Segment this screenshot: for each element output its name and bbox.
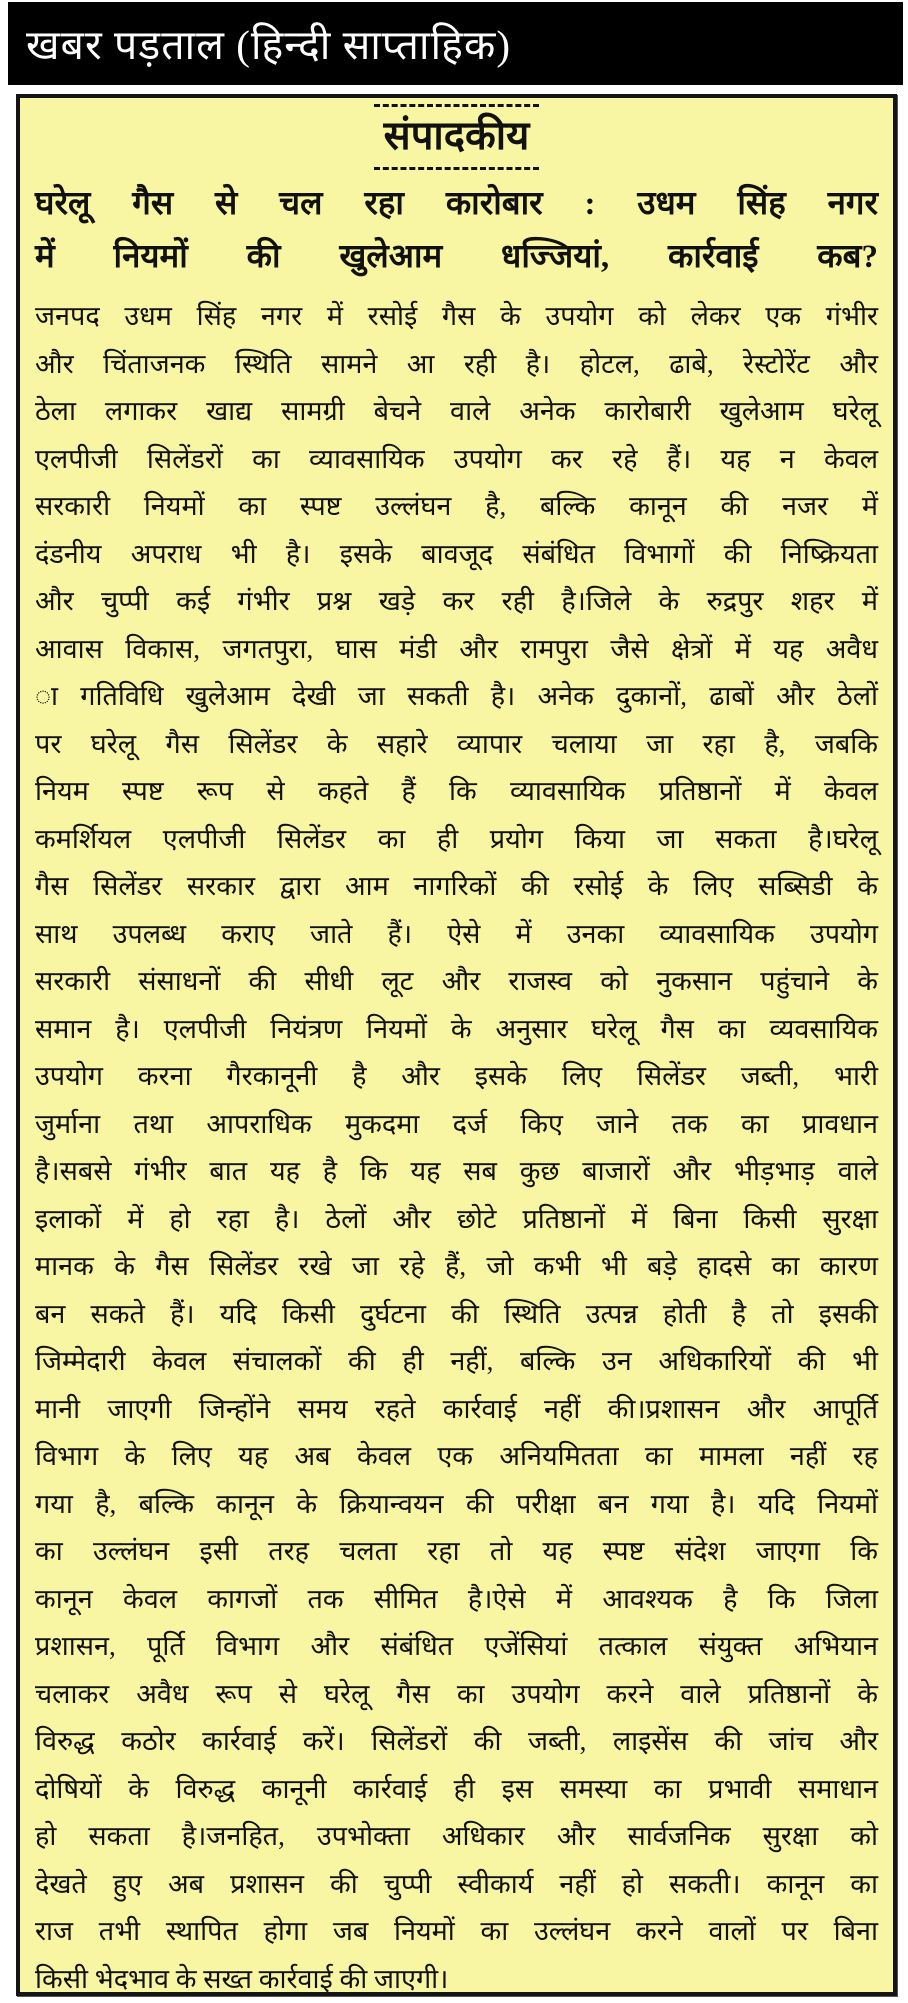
body-line: कानून केवल कागजों तक सीमित है।ऐसे में आवश्यक है कि जिला — [35, 1576, 878, 1624]
body-line: चलाकर अवैध रूप से घरेलू गैस का उपयोग करने वाले प्रतिष्ठानों के — [35, 1671, 878, 1719]
body-line: सरकारी नियमों का स्पष्ट उल्लंघन है, बल्कि कानून की नजर में — [35, 483, 878, 531]
body-line: साथ उपलब्ध कराए जाते हैं। ऐसे में उनका व्यावसायिक उपयोग — [35, 911, 878, 959]
body-line: दोषियों के विरुद्ध कानूनी कार्रवाई ही इस समस्या का प्रभावी समाधान — [35, 1766, 878, 1814]
body-line: पर घरेलू गैस सिलेंडर के सहारे व्यापार चलाया जा रहा है, जबकि — [35, 721, 878, 769]
body-line: आवास विकास, जगतपुरा, घास मंडी और रामपुरा जैसे क्षेत्रों में यह अवैध — [35, 626, 878, 674]
body-line: कमर्शियल एलपीजी सिलेंडर का ही प्रयोग किया जा सकता है।घरेलू — [35, 816, 878, 864]
body-line: सरकारी संसाधनों की सीधी लूट और राजस्व को नुकसान पहुंचाने के — [35, 958, 878, 1006]
body-line: जिम्मेदारी केवल संचालकों की ही नहीं, बल्कि उन अधिकारियों की भी — [35, 1338, 878, 1386]
body-line: मानक के गैस सिलेंडर रखे जा रहे हैं, जो कभी भी बड़े हादसे का कारण — [35, 1243, 878, 1291]
body-line: ठेला लगाकर खाद्य सामग्री बेचने वाले अनेक कारोबारी खुलेआम घरेलू — [35, 388, 878, 436]
editorial-panel — [16, 94, 897, 1996]
body-line: समान है। एलपीजी नियंत्रण नियमों के अनुसार घरेलू गैस का व्यवसायिक — [35, 1006, 878, 1054]
body-line: और चिंताजनक स्थिति सामने आ रही है। होटल, ढाबे, रेस्टोरेंट और — [35, 341, 878, 389]
headline-line: घरेलू गैस से चल रहा कारोबार : उधम सिंह नगर — [35, 178, 878, 231]
body-line: राज तभी स्थापित होगा जब नियमों का उल्लंघन करने वालों पर बिना — [35, 1908, 878, 1956]
article-body — [35, 293, 878, 2003]
body-line: एलपीजी सिलेंडरों का व्यावसायिक उपयोग कर रहे हैं। यह न केवल — [35, 436, 878, 484]
article-headline — [35, 178, 878, 284]
body-line: हो सकता है।जनहित, उपभोक्ता अधिकार और सार्वजनिक सुरक्षा को — [35, 1813, 878, 1861]
body-line: का उल्लंघन इसी तरह चलता रहा तो यह स्पष्ट संदेश जाएगा कि — [35, 1528, 878, 1576]
body-line: प्रशासन, पूर्ति विभाग और संबंधित एजेंसियां तत्काल संयुक्त अभियान — [35, 1623, 878, 1671]
body-line: गैस सिलेंडर सरकार द्वारा आम नागरिकों की रसोई के लिए सब्सिडी के — [35, 863, 878, 911]
body-line: विरुद्ध कठोर कार्रवाई करें। सिलेंडरों की जब्ती, लाइसेंस की जांच और — [35, 1718, 878, 1766]
body-line: बन सकते हैं। यदि किसी दुर्घटना की स्थिति उत्पन्न होती है तो इसकी — [35, 1291, 878, 1339]
body-line: गया है, बल्कि कानून के क्रियान्वयन की परीक्षा बन गया है। यदि नियमों — [35, 1481, 878, 1529]
body-line: ा गतिविधि खुलेआम देखी जा सकती है। अनेक दुकानों, ढाबों और ठेलों — [35, 673, 878, 721]
body-line: उपयोग करना गैरकानूनी है और इसके लिए सिलेंडर जब्ती, भारी — [35, 1053, 878, 1101]
body-line: इलाकों में हो रहा है। ठेलों और छोटे प्रतिष्ठानों में बिना किसी सुरक्षा — [35, 1196, 878, 1244]
body-line: है।सबसे गंभीर बात यह है कि यह सब कुछ बाजारों और भीड़भाड़ वाले — [35, 1148, 878, 1196]
body-line: दंडनीय अपराध भी है। इसके बावजूद संबंधित विभागों की निष्क्रियता — [35, 531, 878, 579]
headline-line: में नियमों की खुलेआम धज्जियां, कार्रवाई कब? — [35, 231, 878, 284]
masthead-title: खबर पड़ताल (हिन्दी साप्ताहिक) — [26, 16, 511, 72]
body-line: जुर्माना तथा आपराधिक मुकदमा दर्ज किए जाने तक का प्रावधान — [35, 1101, 878, 1149]
body-line: विभाग के लिए यह अब केवल एक अनियमितता का मामला नहीं रह — [35, 1433, 878, 1481]
editorial-label-row — [35, 104, 878, 174]
body-line: नियम स्पष्ट रूप से कहते हैं कि व्यावसायिक प्रतिष्ठानों में केवल — [35, 768, 878, 816]
body-line: किसी भेदभाव के सख्त कार्रवाई की जाएगी। — [35, 1956, 878, 2003]
body-line: मानी जाएगी जिन्होंने समय रहते कार्रवाई नहीं की।प्रशासन और आपूर्ति — [35, 1386, 878, 1434]
body-line: देखते हुए अब प्रशासन की चुप्पी स्वीकार्य नहीं हो सकती। कानून का — [35, 1861, 878, 1909]
body-line: जनपद उधम सिंह नगर में रसोई गैस के उपयोग को लेकर एक गंभीर — [35, 293, 878, 341]
masthead-bar — [8, 2, 903, 85]
editorial-label: संपादकीय — [374, 104, 540, 170]
body-line: और चुप्पी कई गंभीर प्रश्न खड़े कर रही है।जिले के रुद्रपुर शहर में — [35, 578, 878, 626]
